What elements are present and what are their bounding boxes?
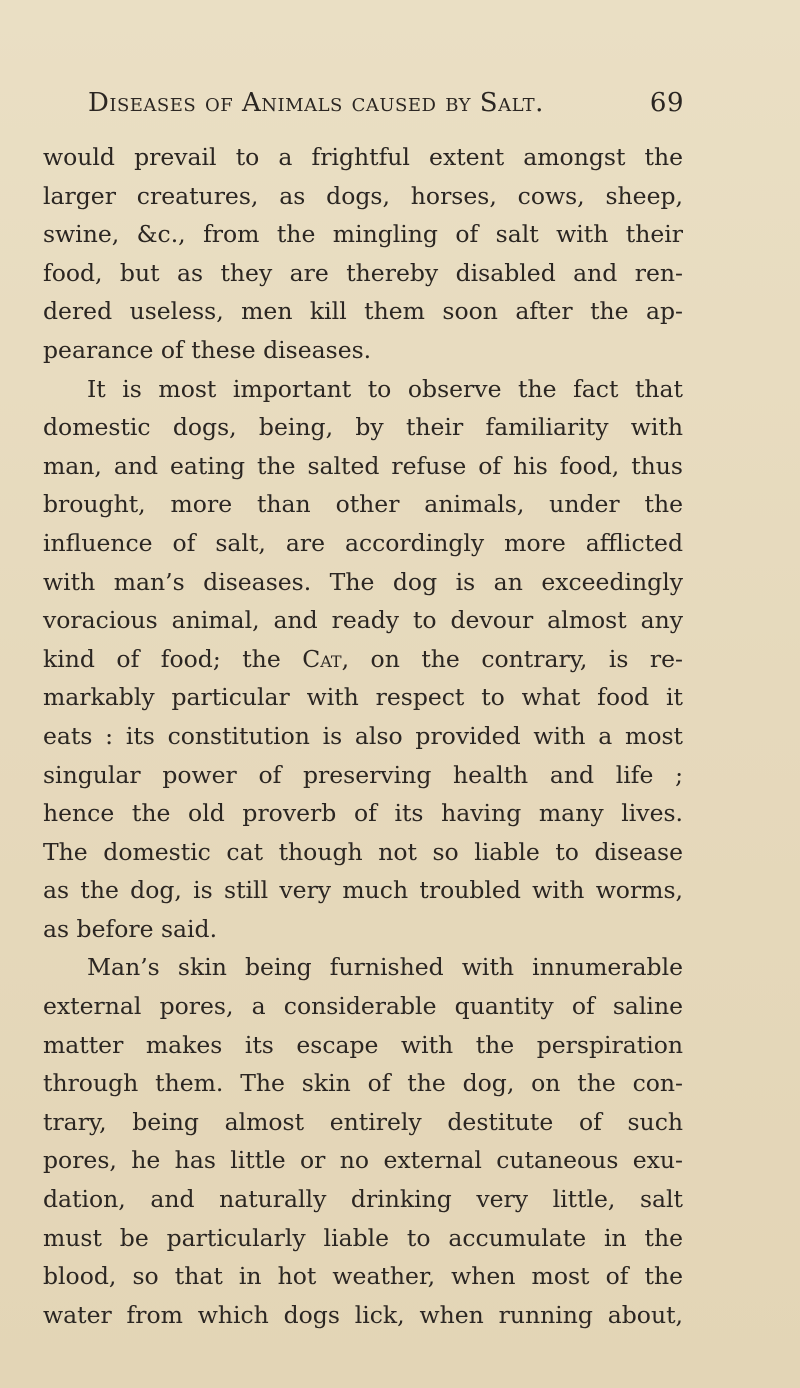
text-line: dered useless, men kill them soon after the ap- [43,297,683,326]
text-line: with man’s diseases. The dog is an exceedingly [43,567,683,596]
paragraph-start-line: Man’s skin being furnished with innumerable [87,953,683,982]
text-line: trary, being almost entirely destitute of such [43,1107,683,1136]
text-line: as the dog, is still very much troubled with worms, [43,876,683,905]
text-line: pearance of these diseases. [43,335,372,364]
small-caps-word: Cat [302,644,342,673]
text-line: markably particular with respect to what food it [43,683,683,712]
text-line: water from which dogs lick, when running about, [43,1300,683,1329]
text-line: larger creatures, as dogs, horses, cows, sheep, [43,181,683,210]
text-line: man, and eating the salted refuse of his food, thus [43,451,683,480]
text-line: The domestic cat though not so liable to disease [43,837,683,866]
text-line: hence the old proverb of its having many lives. [43,799,683,828]
text-line: as before said. [43,914,218,943]
page-number: 69 [649,88,684,118]
text-line: influence of salt, are accordingly more afflicted [43,528,683,557]
text-line: eats : its constitution is also provided with a most [43,721,683,750]
text-line: matter makes its escape with the perspiration [43,1030,683,1059]
text-line: domestic dogs, being, by their familiarity with [43,413,683,442]
text-line: kind of food; the Cat, on the contrary, is re- [43,644,683,673]
body-text [43,138,683,1334]
running-title: Diseases of Animals caused by Salt. [88,88,544,118]
text-line: through them. The skin of the dog, on the con- [43,1069,683,1098]
paragraph-start-line: It is most important to observe the fact that [87,374,683,403]
text-line: must be particularly liable to accumulate in the [43,1223,683,1252]
text-line: external pores, a considerable quantity of saline [43,992,683,1021]
text-line: singular power of preserving health and life ; [43,760,683,789]
text-line: brought, more than other animals, under the [43,490,683,519]
text-line: pores, he has little or no external cutaneous exu- [43,1146,683,1175]
running-header [88,88,684,128]
text-line: blood, so that in hot weather, when most of the [43,1262,683,1291]
text-line: swine, &c., from the mingling of salt with their [43,220,683,249]
text-line: food, but as they are thereby disabled and ren- [43,258,683,287]
text-line: voracious animal, and ready to devour almost any [43,606,683,635]
text-line: would prevail to a frightful extent amongst the [43,143,683,171]
text-line: dation, and naturally drinking very little, salt [43,1185,683,1214]
